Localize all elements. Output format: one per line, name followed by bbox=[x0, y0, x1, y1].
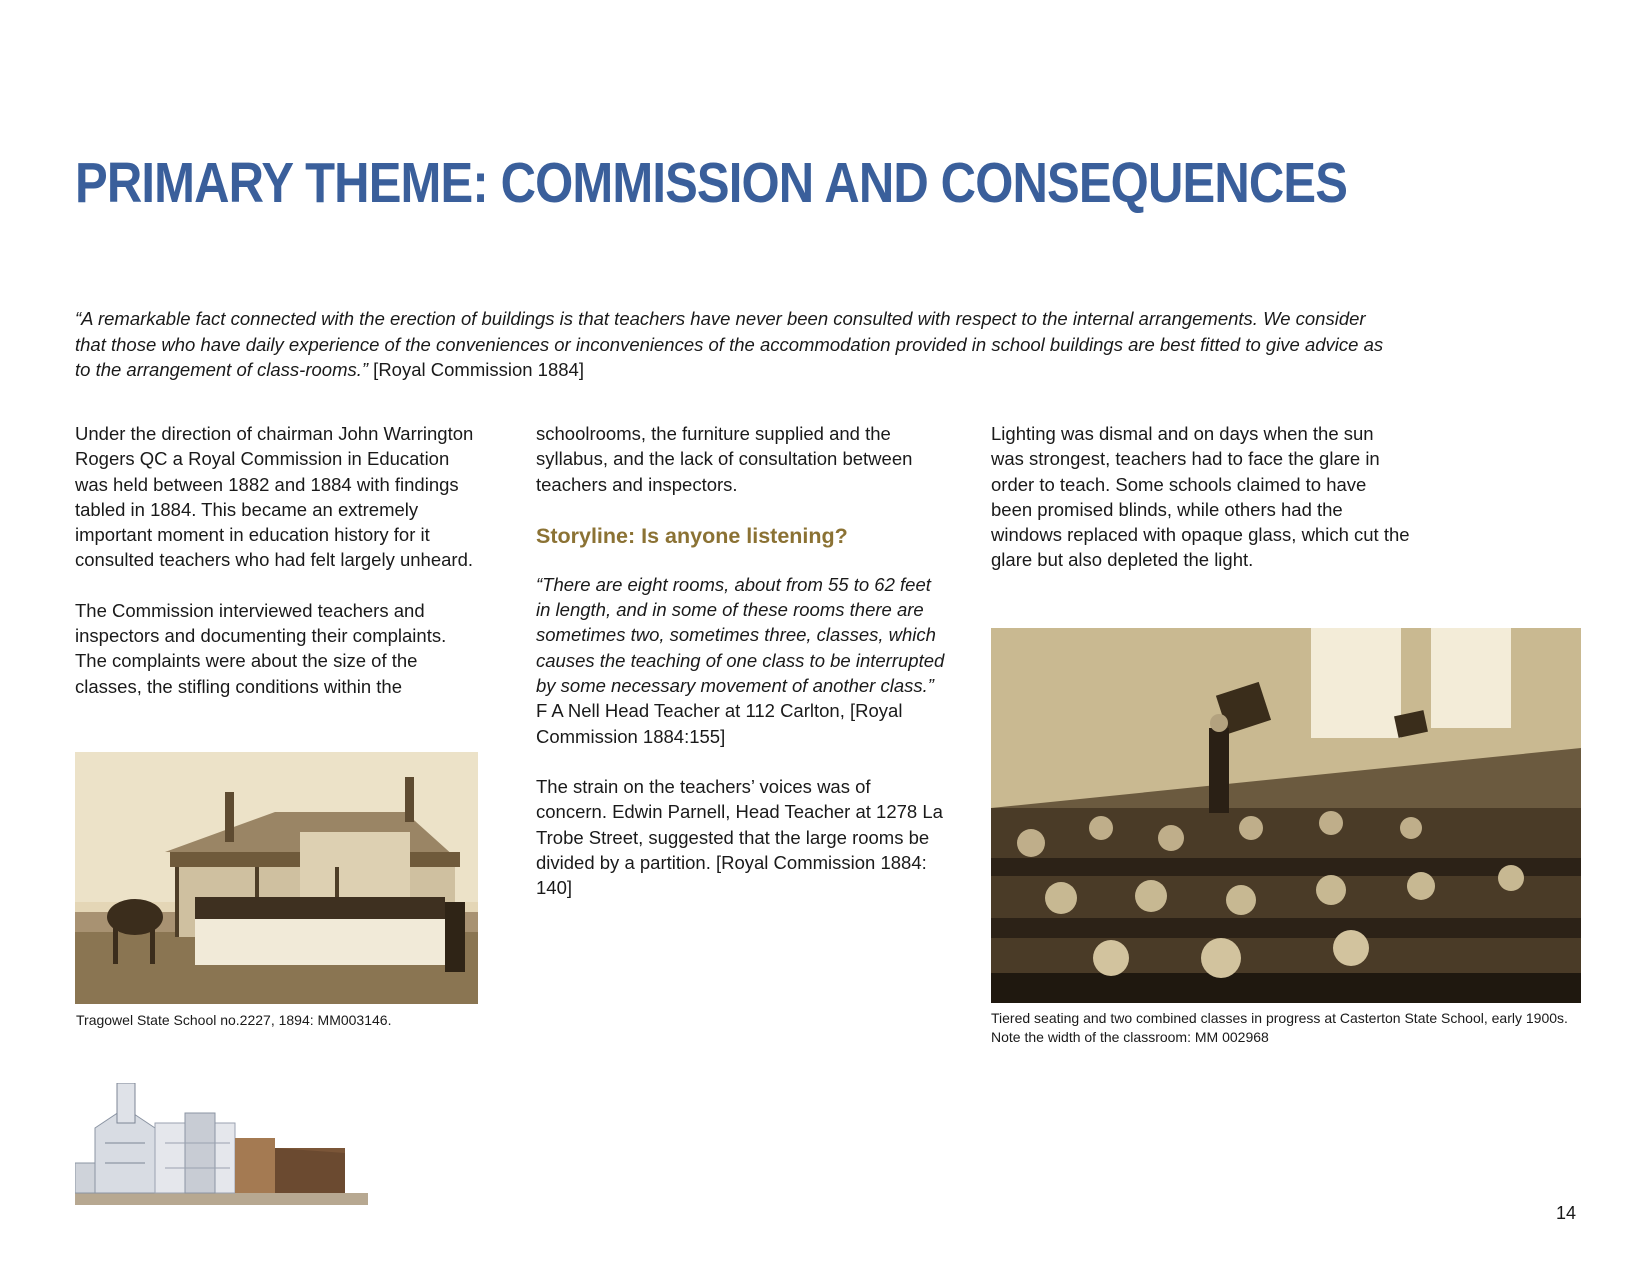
architectural-sketch-image bbox=[75, 1083, 368, 1205]
nell-quote-source: F A Nell Head Teacher at 112 Carlton, [Royal Commission 1884:155] bbox=[536, 700, 903, 747]
casterton-classroom-photo bbox=[991, 628, 1581, 1003]
column-1-paragraph-1: Under the direction of chairman John Warrington Rogers QC a Royal Commission in Education was held between 1882 and 1884 with findings tabled in 1884. This became an extremely important moment in education history for it consulted teachers who had felt largely unheard. bbox=[75, 423, 474, 571]
nell-quote-text: “There are eight rooms, about from 55 to 62 feet in length, and in some of these rooms there are sometimes two, sometimes three, classes, which causes the teaching of one class to be interrupted by some necessary movement of another class.” bbox=[536, 573, 945, 697]
intro-quote bbox=[75, 306, 1395, 383]
intro-quote-text: “A remarkable fact connected with the erection of buildings is that teachers have never been consulted with respect to the internal arrangements. We consider that those who have daily experience of the conveniences or inconveniences of the accommodation provided in school buildings are best fitted to give advice as to the arrangement of class-rooms.” bbox=[75, 308, 1384, 380]
column-1-paragraph-2: The Commission interviewed teachers and inspectors and documenting their complaints. The complaints were about the size of the classes, the stifling conditions within the bbox=[75, 599, 447, 697]
storyline-heading: Storyline: Is anyone listening? bbox=[536, 523, 848, 548]
nell-quote bbox=[536, 572, 946, 749]
intro-quote-source: [Royal Commission 1884] bbox=[368, 359, 584, 380]
column-3-paragraph-1: Lighting was dismal and on days when the sun was strongest, teachers had to face the glare in order to teach. Some schools claimed to have been promised blinds, while others had the windows replaced with opaque glass, which cut the glare but also depleted the light. bbox=[991, 423, 1410, 571]
column-3 bbox=[991, 421, 1411, 598]
column-2-paragraph-2: The strain on the teachers’ voices was of concern. Edwin Parnell, Head Teacher at 1278 La Trobe Street, suggested that the large rooms be divided by a partition. [Royal Commission 1884: 140] bbox=[536, 775, 943, 899]
right-photo-caption: Tiered seating and two combined classes in progress at Casterton State School, early 1900s. Note the width of the classroom: MM 002968 bbox=[991, 1010, 1568, 1045]
left-photo-caption: Tragowel State School no.2227, 1894: MM003146. bbox=[76, 1012, 392, 1028]
page-title: PRIMARY THEME: COMMISSION AND CONSEQUENCES bbox=[75, 151, 1348, 215]
tragowel-school-photo bbox=[75, 752, 478, 1004]
column-2 bbox=[536, 421, 946, 925]
page-number: 14 bbox=[1556, 1203, 1577, 1223]
column-1 bbox=[75, 421, 475, 724]
column-2-paragraph-1: schoolrooms, the furniture supplied and the syllabus, and the lack of consultation between teachers and inspectors. bbox=[536, 423, 913, 495]
